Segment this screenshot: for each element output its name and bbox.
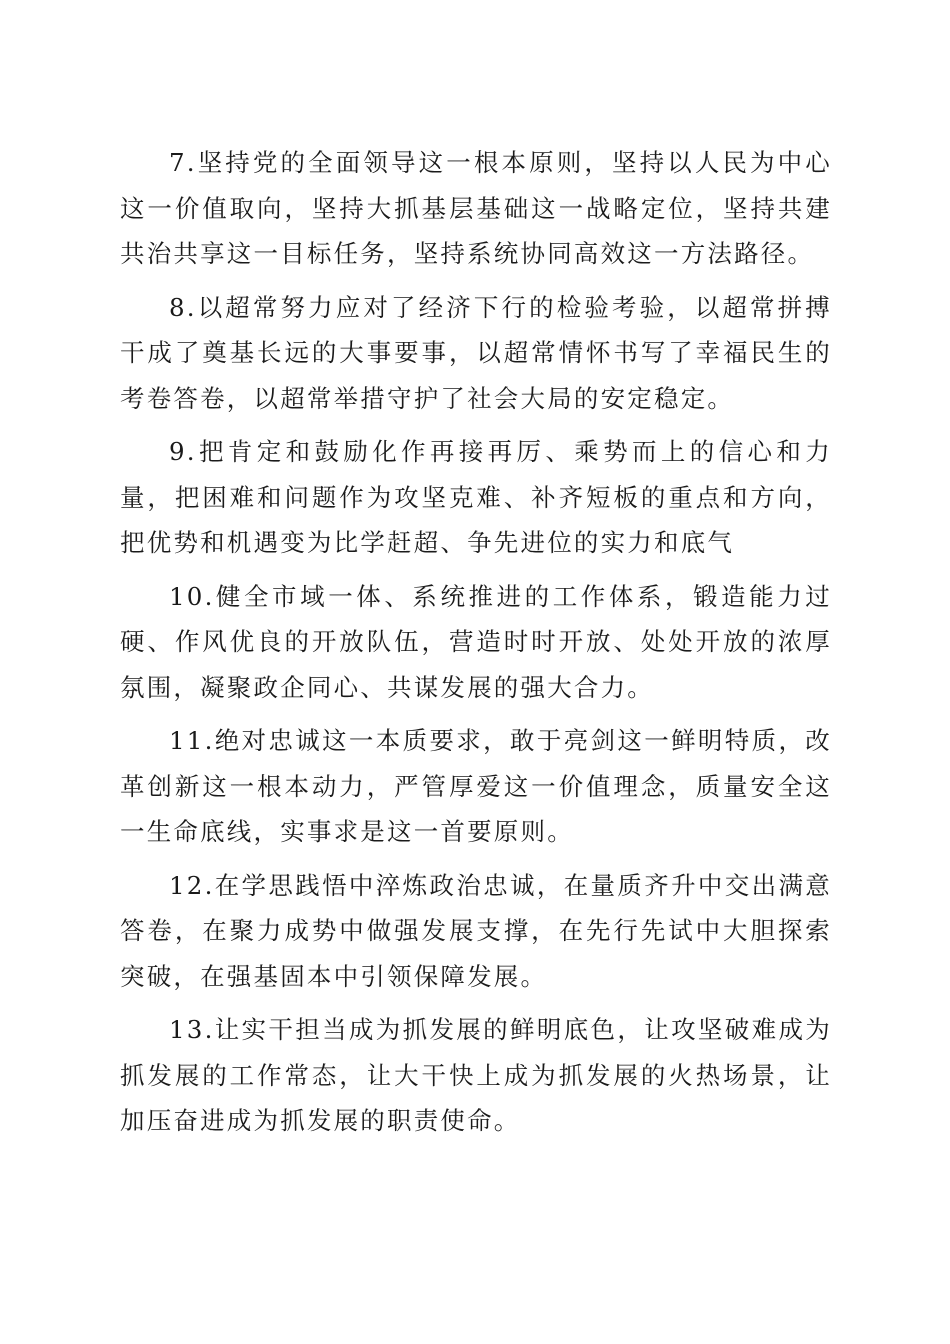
paragraph-11: 11.绝对忠诚这一本质要求，敢于亮剑这一鲜明特质，改革创新这一根本动力，严管厚爱这一价值理念，质量安全这一生命底线，实事求是这一首要原则。	[120, 726, 832, 846]
paragraph-7: 7.坚持党的全面领导这一根本原则，坚持以人民为中心这一价值取向，坚持大抓基层基础这一战略定位，坚持共建共治共享这一目标任务，坚持系统协同高效这一方法路径。	[120, 148, 832, 268]
document-body	[120, 140, 832, 1152]
paragraph-8: 8.以超常努力应对了经济下行的检验考验，以超常拼搏干成了奠基长远的大事要事，以超常情怀书写了幸福民生的考卷答卷，以超常举措守护了社会大局的安定稳定。	[120, 292, 832, 413]
paragraph-9: 9.把肯定和鼓励化作再接再厉、乘势而上的信心和力量，把困难和问题作为攻坚克难、补齐短板的重点和方向，把优势和机遇变为比学赶超、争先进位的实力和底气	[120, 437, 832, 557]
paragraph-12: 12.在学思践悟中淬炼政治忠诚，在量质齐升中交出满意答卷，在聚力成势中做强发展支撑，在先行先试中大胆探索突破，在强基固本中引领保障发展。	[120, 870, 832, 991]
paragraph-10: 10.健全市域一体、系统推进的工作体系，锻造能力过硬、作风优良的开放队伍，营造时时开放、处处开放的浓厚氛围，凝聚政企同心、共谋发展的强大合力。	[120, 581, 832, 702]
paragraph-13: 13.让实干担当成为抓发展的鲜明底色，让攻坚破难成为抓发展的工作常态，让大干快上成为抓发展的火热场景，让加压奋进成为抓发展的职责使命。	[120, 1015, 832, 1135]
